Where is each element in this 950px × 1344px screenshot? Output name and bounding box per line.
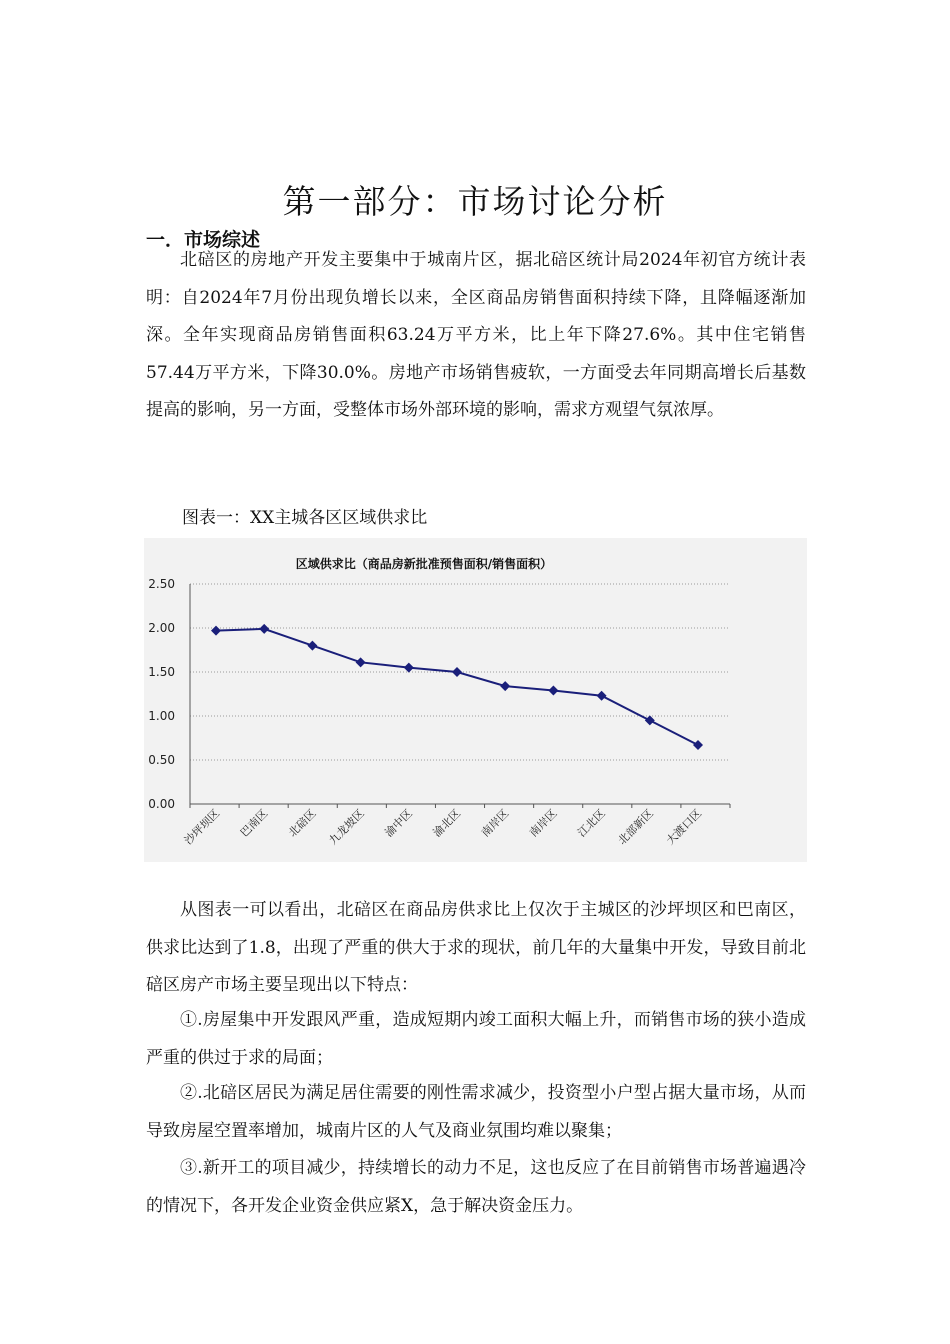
chart-svg: [144, 538, 807, 862]
x-tick-label: 渝中区: [382, 806, 415, 840]
y-tick-label: 2.00: [148, 621, 175, 635]
y-tick-label: 0.50: [148, 753, 175, 767]
x-tick-label: 北碚区: [285, 806, 319, 840]
y-tick-label: 2.50: [148, 577, 175, 591]
y-tick-label: 1.00: [148, 709, 175, 723]
x-tick-label: 大渡口区: [663, 806, 705, 848]
y-tick-label: 1.50: [148, 665, 175, 679]
chart-title: 区域供求比（商品房新批准预售面积/销售面积）: [295, 557, 553, 571]
x-tick-label: 南岸区: [526, 806, 560, 840]
document-title: 第一部分：市场讨论分析: [282, 182, 668, 221]
point-2: ②.北碚区居民为满足居住需要的刚性需求减少，投资型小户型占据大量市场，从而导致房屋空置率增加，城南片区的人气及商业氛围均难以聚集；: [146, 1083, 806, 1141]
x-tick-label: 南岸区: [478, 806, 512, 840]
x-tick-label: 九龙坡区: [326, 806, 367, 848]
supply-demand-chart: [144, 538, 807, 862]
section-heading: 一．市场综述: [146, 229, 261, 251]
paragraph-market-overview: 北碚区的房地产开发主要集中于城南片区，据北碚区统计局2024年初官方统计表明：自2024年7月份出现负增长以来，全区商品房销售面积持续下降，且降幅逐渐加深。全年实现商品房销售面积63.24万平方米，比上年下降27.6%。其中住宅销售57.44万平方米，下降30.0%。房地产市场销售疲软，一方面受去年同期高增长后基数提高的影响，另一方面，受整体市场外部环境的影响，需求方观望气氛浓厚。: [146, 250, 806, 420]
paragraph-analysis: 从图表一可以看出，北碚区在商品房供求比上仅次于主城区的沙坪坝区和巴南区，供求比达到了1.8，出现了严重的供大于求的现状，前几年的大量集中开发，导致目前北碚区房产市场主要呈现出以下特点：: [146, 900, 806, 995]
figure-caption: 图表一：XX主城各区区域供求比: [182, 508, 428, 528]
point-3: ③.新开工的项目减少，持续增长的动力不足，这也反应了在目前销售市场普遍遇冷的情况下，各开发企业资金供应紧X，急于解决资金压力。: [146, 1158, 806, 1216]
x-tick-label: 沙坪坝区: [181, 806, 223, 848]
x-tick-label: 渝北区: [430, 806, 464, 840]
x-tick-label: 巴南区: [237, 806, 271, 840]
x-tick-label: 江北区: [575, 806, 608, 840]
y-tick-label: 0.00: [148, 797, 175, 811]
chart-background: [144, 538, 807, 862]
point-1: ①.房屋集中开发跟风严重，造成短期内竣工面积大幅上升，而销售市场的狭小造成严重的供过于求的局面；: [146, 1010, 806, 1068]
x-tick-label: 北部新区: [615, 806, 656, 848]
